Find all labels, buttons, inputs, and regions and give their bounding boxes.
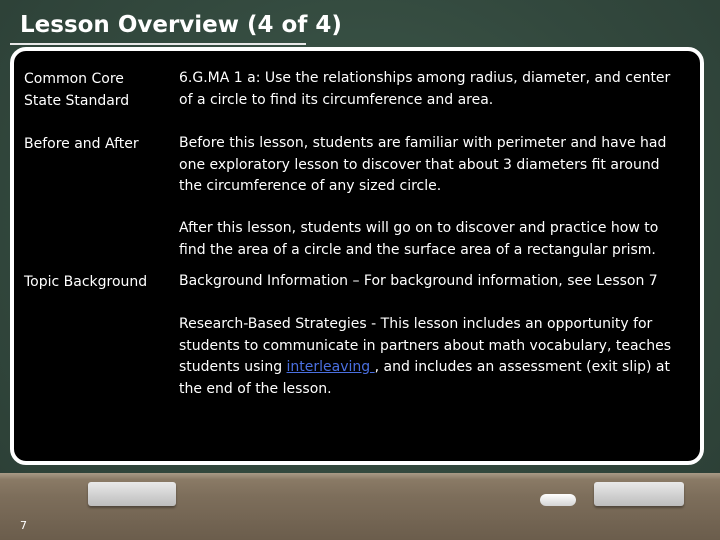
chalk-tray-lip bbox=[0, 473, 720, 479]
standard-text bbox=[179, 68, 697, 111]
before-paragraph bbox=[179, 133, 697, 198]
strategies-line4: the end of the lesson. bbox=[179, 380, 332, 397]
strategies-line2: students to communicate in partners about math vocabulary, teaches bbox=[179, 337, 672, 354]
before-line3: the circumference of any sized circle. bbox=[179, 178, 442, 194]
chalk-piece bbox=[540, 494, 576, 506]
standard-label-line2: State Standard bbox=[24, 93, 130, 109]
strategies-line3-start: students using bbox=[179, 359, 287, 375]
standard-text-line1: 6.G.MA 1 a: Use the relationships among radius, diameter, and center bbox=[179, 70, 671, 86]
after-paragraph bbox=[179, 218, 697, 261]
background-info-text: Background Information – For background information, see Lesson 7 bbox=[179, 273, 658, 289]
after-line1: After this lesson, students will go on to discover and practice how to bbox=[179, 220, 659, 236]
after-line2: find the area of a circle and the surface area of a rectangular prism. bbox=[179, 241, 656, 258]
topic-label: Topic Background bbox=[24, 274, 148, 290]
page-number: 7 bbox=[20, 519, 27, 532]
standard-text-line2: of a circle to find its circumference and area. bbox=[179, 91, 494, 108]
strategies-paragraph bbox=[179, 314, 697, 400]
title-underline bbox=[10, 43, 306, 45]
strategies-line3 bbox=[179, 357, 697, 379]
eraser-left bbox=[88, 482, 176, 506]
strategies-line3-end: , and includes an assessment (exit slip) at bbox=[374, 359, 670, 375]
eraser-right bbox=[594, 482, 684, 506]
strategies-line1: Research-Based Strategies - This lesson includes an opportunity for bbox=[179, 316, 653, 332]
before-line1: Before this lesson, students are familiar with perimeter and have had bbox=[179, 135, 667, 151]
standard-label bbox=[24, 68, 129, 112]
standard-label-line1: Common Core bbox=[24, 71, 124, 87]
before-after-label: Before and After bbox=[24, 136, 139, 152]
slide-title: Lesson Overview (4 of 4) bbox=[20, 12, 342, 38]
interleaving-link[interactable]: interleaving bbox=[286, 359, 375, 375]
before-line2: one exploratory lesson to discover that about 3 diameters fit around bbox=[179, 156, 660, 173]
